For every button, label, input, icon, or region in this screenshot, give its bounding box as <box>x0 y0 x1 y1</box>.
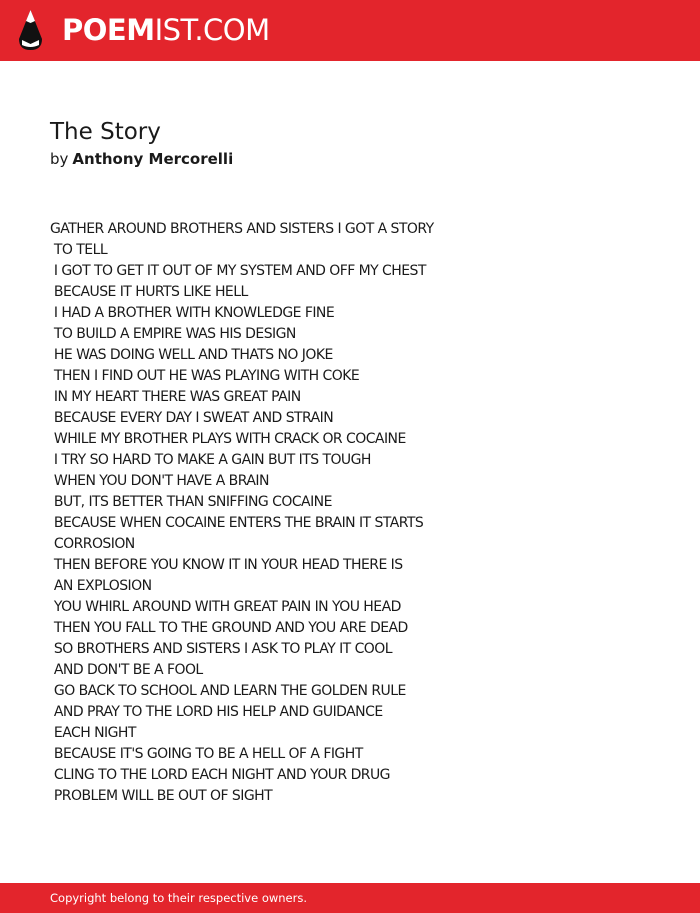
poem-line: SO BROTHERS AND SISTERS I ASK TO PLAY IT COOL <box>50 641 392 657</box>
copyright-text: Copyright belong to their respective owners. <box>50 891 308 905</box>
poem-line: CORROSION <box>50 536 135 552</box>
poem-line: I TRY SO HARD TO MAKE A GAIN BUT ITS TOUGH <box>50 452 371 468</box>
poem-line: AND PRAY TO THE LORD HIS HELP AND GUIDANCE <box>50 704 383 720</box>
site-footer <box>0 883 700 913</box>
poem-line: EACH NIGHT <box>50 725 136 741</box>
poem-line: PROBLEM WILL BE OUT OF SIGHT <box>50 788 273 804</box>
poem-line: TO BUILD A EMPIRE WAS HIS DESIGN <box>50 326 296 342</box>
author-name[interactable]: Anthony Mercorelli <box>72 150 234 168</box>
poem-line: BECAUSE IT HURTS LIKE HELL <box>50 284 248 300</box>
by-label: by <box>50 150 69 168</box>
site-logo[interactable] <box>62 13 270 47</box>
poem-line: I HAD A BROTHER WITH KNOWLEDGE FINE <box>50 305 335 321</box>
site-header <box>0 0 700 61</box>
poem-line: AN EXPLOSION <box>50 578 152 594</box>
poem-line: IN MY HEART THERE WAS GREAT PAIN <box>50 389 301 405</box>
poem-line: BECAUSE EVERY DAY I SWEAT AND STRAIN <box>50 410 334 426</box>
poem-line: BUT, ITS BETTER THAN SNIFFING COCAINE <box>50 494 332 510</box>
poem-line: CLING TO THE LORD EACH NIGHT AND YOUR DRUG <box>50 767 390 783</box>
poem-line: WHEN YOU DON'T HAVE A BRAIN <box>50 473 269 489</box>
poem-line: GATHER AROUND BROTHERS AND SISTERS I GOT A STORY <box>50 221 434 237</box>
poem-line: BECAUSE IT'S GOING TO BE A HELL OF A FIGHT <box>50 746 363 762</box>
poem-line: BECAUSE WHEN COCAINE ENTERS THE BRAIN IT STARTS <box>50 515 424 531</box>
poem-line: WHILE MY BROTHER PLAYS WITH CRACK OR COCAINE <box>50 431 406 447</box>
poem-line: HE WAS DOING WELL AND THATS NO JOKE <box>50 347 333 363</box>
poem-line: TO TELL <box>50 242 108 258</box>
logo-text-light: IST.COM <box>154 13 270 47</box>
poem-line: THEN YOU FALL TO THE GROUND AND YOU ARE DEAD <box>50 620 408 636</box>
poem-line: THEN I FIND OUT HE WAS PLAYING WITH COKE <box>50 368 360 384</box>
poem-byline <box>50 149 233 169</box>
poem-line: GO BACK TO SCHOOL AND LEARN THE GOLDEN RULE <box>50 683 406 699</box>
poem-line: AND DON'T BE A FOOL <box>50 662 203 678</box>
poem-line: YOU WHIRL AROUND WITH GREAT PAIN IN YOU HEAD <box>50 599 401 615</box>
poem-line: THEN BEFORE YOU KNOW IT IN YOUR HEAD THERE IS <box>50 557 403 573</box>
pencil-icon[interactable] <box>18 9 43 51</box>
poem-line: I GOT TO GET IT OUT OF MY SYSTEM AND OFF MY CHEST <box>50 263 426 279</box>
logo-text-bold: POEM <box>62 13 155 47</box>
poem-body <box>50 219 434 807</box>
poem-title: The Story <box>50 119 161 145</box>
